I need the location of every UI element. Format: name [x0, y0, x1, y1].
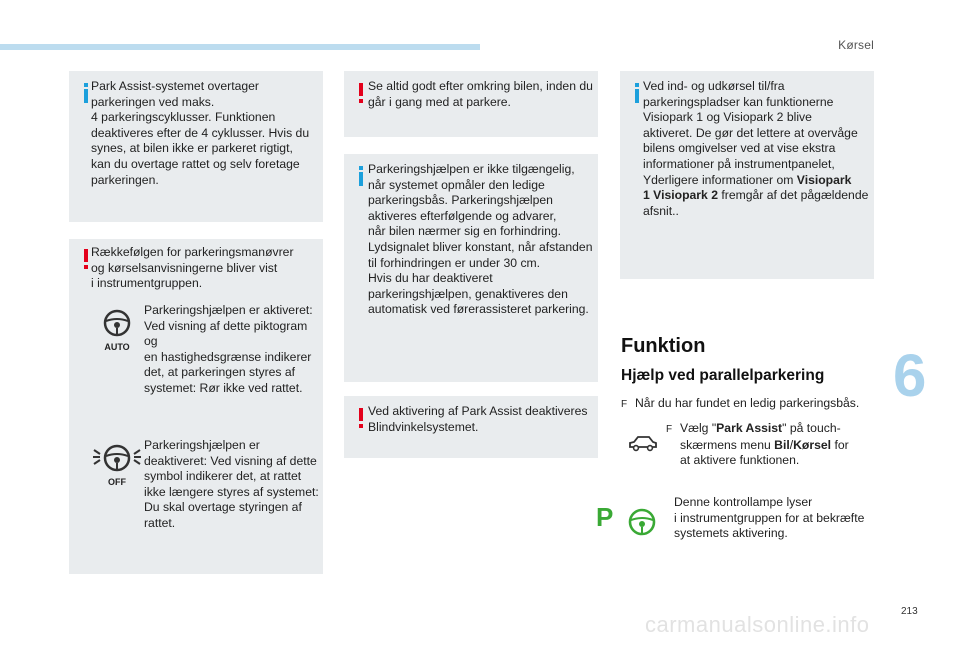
- step-select-park-assist: F Vælg "Park Assist" på touch- skærmens menu Bil/Kørsel for at aktivere funktionen.: [666, 421, 849, 468]
- parking-p-icon: P: [596, 502, 614, 532]
- steering-wheel-icon: [97, 307, 137, 339]
- warning-note-text: Ved aktivering af Park Assist deaktiveres Blindvinkelsystemet.: [368, 404, 588, 434]
- info-icon: [353, 166, 369, 186]
- steering-wheel-off-icon: [91, 442, 143, 474]
- info-note-text: Ved ind- og udkørsel til/fra parkeringspladser kan funktionerne Visiopark 1 og Visiopark 2 blive aktiveret. De gør det lettere at overvåge bilens omgivelser ved at vise ekstra informationer på instrumentpanelet, Yderligere informationer om Visiopark 1 Visiopark 2 fremgår af det pågældende afsnit..: [643, 79, 869, 218]
- chapter-number: 6: [893, 342, 927, 409]
- watermark: carmanualsonline.info: [645, 612, 870, 637]
- info-note-box-2: [344, 154, 598, 382]
- parking-auto-pictogram: AUTO: [97, 307, 137, 351]
- warning-note-box-3: [344, 396, 598, 458]
- bullet-marker: F: [666, 424, 673, 435]
- warning-icon: [353, 83, 369, 103]
- info-note-text: Park Assist-systemet overtager parkeringen ved maks. 4 parkeringscyklusser. Funktionen deaktiveres efter de 4 cyklusser. Hvis du synes, at bilen ikke er parkeret rigtigt, kan du overtage rattet og selv foretage parkeringen.: [91, 79, 310, 187]
- auto-description: Parkeringshjælpen er aktiveret: Ved visning af dette piktogram og en hastighedsgrænse indikerer det, at parkeringen styres af systemet: Rør ikke ved rattet.: [144, 303, 313, 395]
- section-title: Kørsel: [838, 38, 874, 52]
- warning-note-box-2: [344, 71, 598, 137]
- subsection-heading: Hjælp ved parallelparkering: [621, 367, 825, 384]
- warning-icon: [353, 408, 369, 428]
- bullet-marker: F: [621, 399, 628, 410]
- steering-wheel-green-icon: [626, 506, 658, 538]
- header-accent-bar: [0, 44, 480, 50]
- info-note-text: Parkeringshjælpen er ikke tilgængelig, når systemet opmåler den ledige parkeringsbås. Parkeringshjælpen aktiveres efterfølgende og advarer, når bilen nærmer sig en forhindring. Lydsignalet bliver konstant, når afstanden til forhindringen er under 30 cm. Hvis du har deaktiveret parkeringshjælpen, genaktiveres den automatisk ved førerassisteret parkering.: [368, 162, 593, 317]
- lamp-description: Denne kontrollampe lyser i instrumentgruppen for at bekræfte systemets aktivering.: [674, 495, 865, 541]
- car-icon: [627, 434, 659, 452]
- warning-note-text: Rækkefølgen for parkeringsmanøvrer og kørselsanvisningerne bliver vist i instrumentgruppen.: [91, 245, 294, 291]
- park-assist-lamp: [596, 504, 662, 538]
- off-description: Parkeringshjælpen er deaktiveret: Ved visning af dette symbol indikerer det, at rattet ikke længere styres af systemet: Du skal overtage styringen af rattet.: [144, 438, 319, 530]
- section-heading: Funktion: [621, 335, 706, 357]
- warning-note-box: [69, 239, 323, 574]
- step-find-space: F Når du har fundet en ledig parkeringsbås.: [621, 396, 881, 413]
- warning-note-text: Se altid godt efter omkring bilen, inden du går i gang med at parkere.: [368, 79, 593, 109]
- parking-off-pictogram: OFF: [91, 442, 143, 486]
- page-number: 213: [901, 606, 918, 617]
- info-note-box: [69, 71, 323, 222]
- info-note-box-3: [620, 71, 874, 279]
